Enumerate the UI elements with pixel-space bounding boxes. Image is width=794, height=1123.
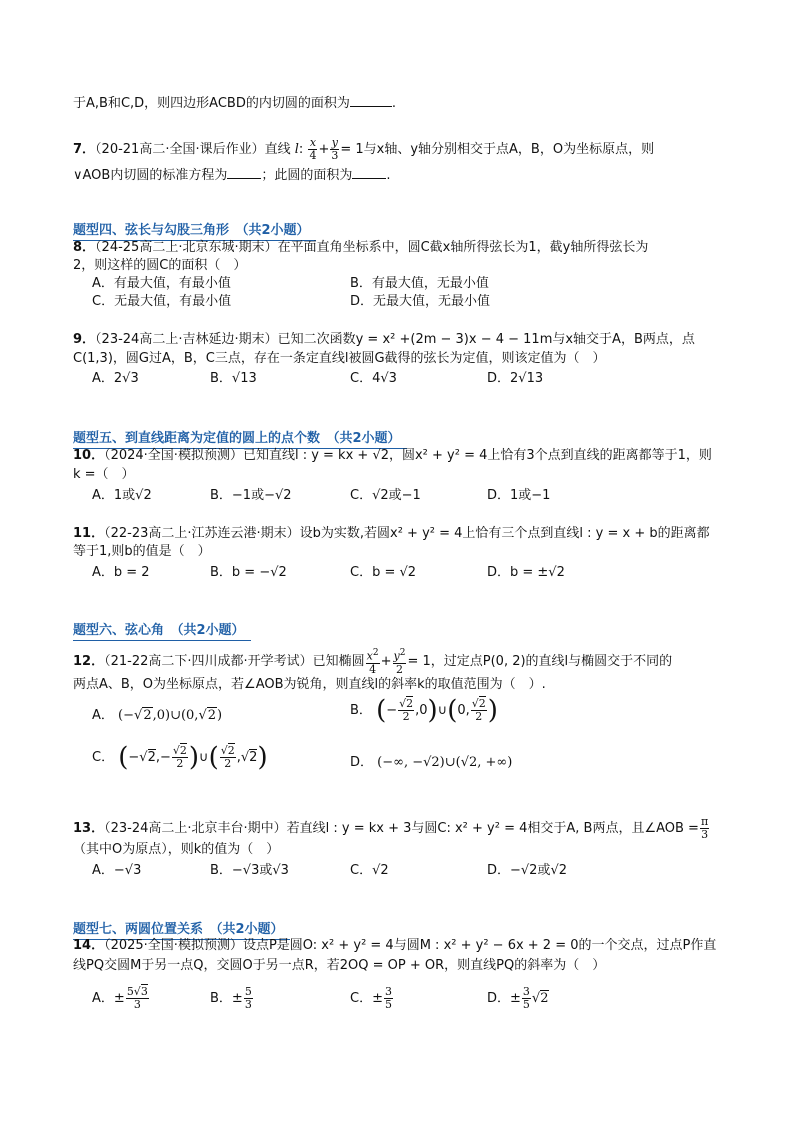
q7-pre: 直线 <box>264 142 291 157</box>
q11-option-c: C．b = √2 <box>350 565 417 580</box>
q14-line2: 线PQ交圆M于另一点Q，交圆O于另一点R，若2OQ = OP + OR，则直线PQ的斜率为（ ） <box>73 958 606 973</box>
section-5-heading: 题型五、到直线距离为定值的圆上的点个数 （共2小题） <box>73 427 401 446</box>
q9-number: 9． <box>73 332 96 347</box>
q11-option-a: A．b = 2 <box>92 565 150 580</box>
q7-line2-pre: ∨AOB内切圆的标准方程为 <box>73 168 228 183</box>
q11-option-b: B．b = −√2 <box>210 565 287 580</box>
q13-option-a: A．−√3 <box>92 863 142 878</box>
q11-text: 设b为实数,若圆x² + y² = 4上恰有三个点到直线l : y = x + b的距离都 <box>299 526 710 541</box>
q14-option-c-frac: $\frac{3}{5}$ <box>384 985 392 1011</box>
q8-option-b: B．有最大值，无最小值 <box>350 276 489 291</box>
q7-source: （20-21高二·全国·课后作业） <box>95 142 265 157</box>
q14-option-a-frac: $\frac{5√3}{3}$ <box>126 985 148 1011</box>
q11-option-d: D．b = ±√2 <box>487 565 565 580</box>
q8-source: （24-25高二上·北京东城·期末） <box>95 240 278 255</box>
q7-line2 <box>73 166 391 185</box>
q12-option-c: C． (−√2,− $\frac{√2}{2}$ )∪( $\frac{√2}{2}$ ,√2) <box>92 742 268 773</box>
q12-option-a-expr: (−√2,0)∪(0,√2) <box>118 708 223 723</box>
q13-option-c: C．√2 <box>350 863 389 878</box>
q14-option-c-label: C． <box>350 991 373 1006</box>
q9-option-c: C．4√3 <box>350 371 397 386</box>
q6-tail-text: 于A,B和C,D，则四边形ACBD的内切圆的面积为 <box>73 96 350 111</box>
q7-line-label: l <box>294 142 299 157</box>
q12-number: 12． <box>73 653 105 669</box>
q11-line1 <box>73 525 710 543</box>
answer-blank <box>227 166 261 179</box>
q14-option-b: B．± $\frac{5}{3}$ <box>210 985 252 1011</box>
q12-option-a <box>92 707 222 725</box>
q10-option-a: A．1或√2 <box>92 488 152 503</box>
q10-text: 已知直线l : y = kx + √2，圆x² + y² = 4上恰有3个点到直线的距离都等于1，则 <box>242 448 712 463</box>
q8-number: 8． <box>73 240 96 255</box>
q8-line1 <box>73 239 648 257</box>
q12-option-c-frac: $\frac{√2}{2}$ <box>172 744 187 770</box>
q6-tail <box>73 94 396 113</box>
q12-option-d <box>350 754 512 772</box>
q12-eq-tail: = 1，过定点P(0, 2)的直线l与椭圆交于不同的 <box>407 653 673 669</box>
q9-option-a: A．2√3 <box>92 371 139 386</box>
q10-option-b: B．−1或−√2 <box>210 488 292 503</box>
q11-line2: 等于1,则b的值是（ ） <box>73 544 211 559</box>
q12-line1: 12．（21-22高二下·四川成都·开学考试）已知椭圆 $\frac{x^2}{4}$ + $\frac{y^2}{2}$ = 1，过定点P(0, 2)的直线l与椭圆交于不同的 <box>73 648 673 676</box>
q10-source: （2024·全国·模拟预测） <box>104 448 243 463</box>
q9-text: 已知二次函数y = x² +(2m − 3)x − 4 − 11m与x轴交于A，B两点，点 <box>277 332 695 347</box>
q10-number: 10． <box>73 448 105 463</box>
q6-end: . <box>391 96 396 111</box>
q9-option-b: B．√13 <box>210 371 257 386</box>
q8-option-d: D．无最大值，无最小值 <box>350 294 491 309</box>
q8-line2: 2，则这样的圆C的面积（ ） <box>73 258 247 273</box>
q14-option-b-label: B． <box>210 991 232 1006</box>
q10-line1 <box>73 447 712 465</box>
q14-option-d-label: D． <box>487 991 511 1006</box>
q7-frac-y3: $\frac{y}{3}$ <box>331 136 339 162</box>
q14-text: 设点P是圆O: x² + y² = 4与圆M : x² + y² − 6x + 2 = 0的一个交点，过点P作直 <box>242 938 717 953</box>
q7-number: 7． <box>73 142 96 157</box>
q12-option-b-frac: $\frac{√2}{2}$ <box>399 697 414 723</box>
q14-option-d: D．± $\frac{3}{5}$ √2 <box>487 985 549 1011</box>
q13-line1 <box>73 816 710 841</box>
q14-option-a: A．± $\frac{5√3}{3}$ <box>92 985 148 1011</box>
q9-line2: C(1,3)，圆G过A，B，C三点，存在一条定直线l被圆G截得的弦长为定值，则该定值为（ ） <box>73 351 606 366</box>
q13-source: （23-24高二上·北京丰台·期中） <box>104 821 287 836</box>
q13-option-b: B．−√3或√3 <box>210 863 289 878</box>
q12-source: （21-22高二下·四川成都·开学考试） <box>104 653 313 669</box>
q7-end: . <box>386 168 391 183</box>
q13-text: 若直线l : y = kx + 3与圆C: x² + y² = 4相交于A, B两点，且∠AOB = <box>286 821 699 836</box>
q14-line1 <box>73 937 716 955</box>
q12-option-b: B． (− $\frac{√2}{2}$ ,0)∪(0, $\frac{√2}{2}$ ) <box>350 695 498 726</box>
q11-source: （22-23高二上·江苏连云港·期末） <box>104 526 300 541</box>
q14-option-c: C．± $\frac{3}{5}$ <box>350 985 392 1011</box>
q9-line1 <box>73 331 695 349</box>
section-7-heading: 题型七、两圆位置关系 （共2小题） <box>73 918 284 937</box>
q13-frac-pi3: $\frac{\pi}{3}$ <box>700 815 709 841</box>
q9-option-d: D．2√13 <box>487 371 544 386</box>
q7-line1: 7．（20-21高二·全国·课后作业）直线 l: $\frac{x}{4}$ + $\frac{y}{3}$ = 1与x轴、y轴分别相交于点A，B，O为坐标原点，则 <box>73 136 655 162</box>
q14-option-d-frac: $\frac{3}{5}$ <box>522 985 530 1011</box>
q9-source: （23-24高二上·吉林延边·期末） <box>95 332 278 347</box>
q14-number: 14． <box>73 938 105 953</box>
q12-pre: 已知椭圆 <box>312 653 365 669</box>
q12-frac-y2-2: $\frac{y^2}{2}$ <box>393 648 406 676</box>
q14-option-b-frac: $\frac{5}{3}$ <box>244 985 252 1011</box>
answer-blank <box>352 166 386 179</box>
q12-option-d-label: D． <box>350 755 374 770</box>
q10-option-d: D．1或−1 <box>487 488 551 503</box>
q14-source: （2025·全国·模拟预测） <box>104 938 243 953</box>
q12-option-a-label: A． <box>92 708 114 723</box>
q8-text: 在平面直角坐标系中，圆C截x轴所得弦长为1，截y轴所得弦长为 <box>277 240 649 255</box>
q11-number: 11． <box>73 526 105 541</box>
answer-blank <box>350 94 392 107</box>
q12-option-d-expr: (−∞, −√2)∪(√2, +∞) <box>377 755 513 770</box>
q7-frac-x4: $\frac{x}{4}$ <box>309 136 317 162</box>
q12-line2: 两点A、B，O为坐标原点，若∠AOB为锐角，则直线l的斜率k的取值范围为（ ）. <box>73 677 546 692</box>
q10-line2: k =（ ） <box>73 467 135 482</box>
q12-option-b-label: B． <box>350 703 372 718</box>
q13-number: 13． <box>73 821 105 836</box>
q7-line2-mid: ；此圆的面积为 <box>261 168 353 183</box>
q8-option-c: C．无最大值，有最小值 <box>92 294 232 309</box>
q12-option-b-frac2: $\frac{√2}{2}$ <box>471 697 486 723</box>
section-4-heading: 题型四、弦长与勾股三角形 （共2小题） <box>73 219 310 238</box>
q13-option-d: D．−√2或√2 <box>487 863 568 878</box>
q10-option-c: C．√2或−1 <box>350 488 421 503</box>
q12-option-c-label: C． <box>92 750 115 765</box>
section-6-heading: 题型六、弦心角 （共2小题） <box>73 619 245 638</box>
q8-option-a: A．有最大值，有最小值 <box>92 276 231 291</box>
q13-line2: （其中O为原点），则k的值为（ ） <box>73 842 280 857</box>
q14-option-a-label: A． <box>92 991 114 1006</box>
q7-eq-tail: = 1与x轴、y轴分别相交于点A，B，O为坐标原点，则 <box>340 142 655 157</box>
q12-frac-x2-4: $\frac{x^2}{4}$ <box>366 648 379 676</box>
q12-option-c-frac2: $\frac{√2}{2}$ <box>220 744 235 770</box>
